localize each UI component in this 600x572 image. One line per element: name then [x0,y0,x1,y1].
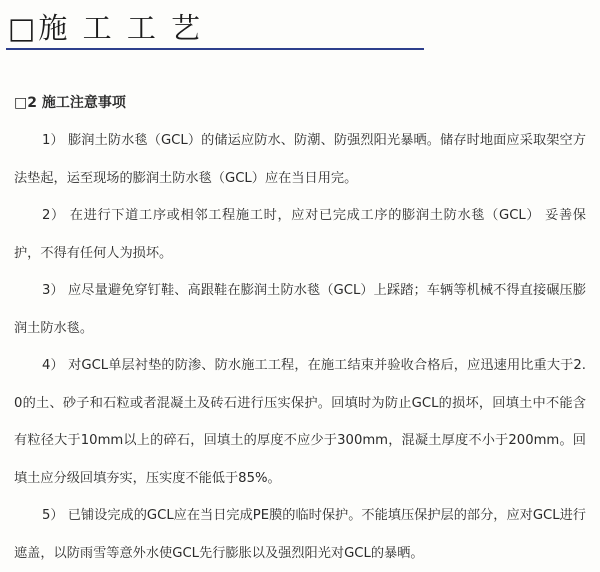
notes-list [14,122,586,572]
note-paragraph-4: 4） 对GCL单层衬垫的防渗、防水施工工程，在施工结束并验收合格后，应迅速用比重大于2.0的土、砂子和石粒或者混凝土及砖石进行压实保护。回填时为防止GCL的损坏，回填土中不能含有粒径大于10mm以上的碎石，回填土的厚度不应少于300mm，混凝土厚度不小于200mm。回填土应分级回填夯实，压实度不能低于85%。 [14,358,586,486]
note-paragraph-2: 2） 在进行下道工序或相邻工程施工时，应对已完成工序的膨润土防水毯（GCL） 妥善保护，不得有任何人为损坏。 [14,208,586,261]
page-title: □施 工 工 艺 [8,11,204,45]
note-paragraph-5: 5） 已铺设完成的GCL应在当日完成PE膜的临时保护。不能填压保护层的部分，应对GCL进行遮盖，以防雨雪等意外水使GCL先行膨胀以及强烈阳光对GCL的暴晒。 [14,508,586,561]
section-title: □2 施工注意事项 [14,95,126,111]
note-paragraph-3: 3） 应尽量避免穿钉鞋、高跟鞋在膨润土防水毯（GCL）上踩踏；车辆等机械不得直接碾压膨润土防水毯。 [14,283,586,336]
note-paragraph-1: 1） 膨润土防水毯（GCL）的储运应防水、防潮、防强烈阳光暴晒。储存时地面应采取架空方法垫起，运至现场的膨润土防水毯（GCL）应在当日用完。 [14,133,586,186]
header-underline [6,48,424,50]
page-header [6,6,426,52]
